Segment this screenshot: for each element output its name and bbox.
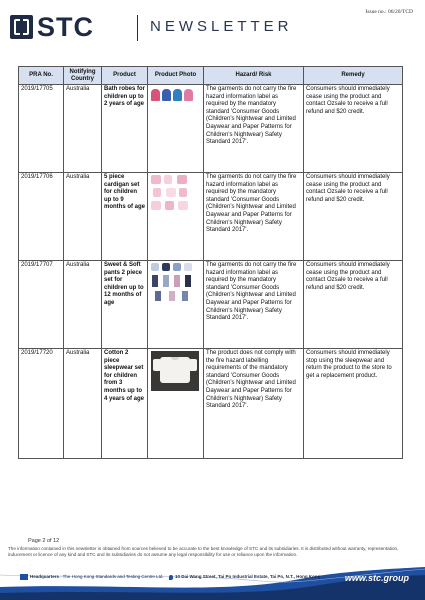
hq-org: : The Hong Kong Standards and Testing Centre Ltd.: [59, 574, 164, 580]
table-header-row: [19, 67, 403, 85]
cell-hazard: The product does not comply with the fire hazard labelling requirements of the mandatory standard 'Consumer Goods (Children's Nightwear and Limited Daywear and Paper Patterns for Children's Nightwear) Safety Standard 2017'.: [204, 349, 304, 459]
table-row: [19, 85, 403, 173]
cell-pra: 2019/17706: [19, 173, 64, 261]
col-header-remedy: Remedy: [304, 67, 403, 85]
col-header-hazard: Hazard/ Risk: [204, 67, 304, 85]
hq-address: 10 Dai Wang Street, Tai Po Industrial Estate, Tai Po, N.T., Hong Kong: [174, 574, 321, 580]
cell-photo: [148, 85, 204, 173]
table-row: [19, 349, 403, 459]
page-number: Page 2 of 12: [28, 538, 60, 544]
cell-product: Cotton 2 piece sleepwear set for children from 3 months up to 4 years of age: [102, 349, 148, 459]
cell-hazard: The garments do not carry the fire hazard information label as required by the mandatory standard 'Consumer Goods (Children's Nightwear and Limited Daywear and Paper Patterns for Children's Nightwear) Safety Standard 2017'.: [204, 85, 304, 173]
product-photo-bathrobes: [151, 87, 195, 119]
disclaimer-text: The information contained in this newsletter is obtained from sources believed to be accurate to the best knowledge of STC and its subsidiaries. It is distributed without warranty, representation, inducement or licence of any kind and STC and its subsidiaries do not assume any legal responsibility for use or reliance upon the information.: [8, 546, 399, 557]
cell-product: Sweet & Soft pants 2 piece set for children up to 12 months of age: [102, 261, 148, 349]
header-divider: [137, 15, 138, 41]
cell-pra: 2019/17705: [19, 85, 64, 173]
col-header-country: Notifying Country: [64, 67, 102, 85]
col-header-product: Product: [102, 67, 148, 85]
cell-product: 5 piece cardigan set for children up to 9 months of age: [102, 173, 148, 261]
building-icon: [20, 574, 28, 580]
cell-remedy: Consumers should immediately cease using the product and contact Ozsale to receive a full refund and $20 credit.: [304, 173, 403, 261]
logo-text: STC: [37, 12, 94, 42]
product-photo-pants-set: [151, 263, 195, 303]
cell-pra: 2019/17707: [19, 261, 64, 349]
cell-photo: [148, 173, 204, 261]
cell-remedy: Consumers should immediately cease using the product and contact Ozsale to receive a full refund and $20 credit.: [304, 261, 403, 349]
cell-hazard: The garments do not carry the fire hazard information label as required by the mandatory standard 'Consumer Goods (Children's Nightwear and Limited Daywear and Paper Patterns for Children's Nightwear) Safety Standard 2017'.: [204, 261, 304, 349]
stc-logo-icon: [10, 15, 33, 39]
newsletter-header: [0, 0, 425, 58]
cell-remedy: Consumers should immediately cease using the product and contact Ozsale to receive a full refund and $20 credit.: [304, 85, 403, 173]
footer-website-link[interactable]: www.stc.group: [344, 573, 409, 583]
product-photo-cardigan-set: [151, 175, 195, 211]
cell-hazard: The garments do not carry the fire hazard information label as required by the mandatory standard 'Consumer Goods (Children's Nightwear and Limited Daywear and Paper Patterns for Children's Nightwear) Safety Standard 2017'.: [204, 173, 304, 261]
table-row: [19, 173, 403, 261]
cell-photo: [148, 261, 204, 349]
col-header-photo: Product Photo: [148, 67, 204, 85]
newsletter-title: NEWSLETTER: [150, 18, 293, 35]
cell-product: Bath robes for children up to 2 years of age: [102, 85, 148, 173]
cell-country: Australia: [64, 85, 102, 173]
table-row: [19, 261, 403, 349]
cell-country: Australia: [64, 349, 102, 459]
cell-country: Australia: [64, 173, 102, 261]
issue-number: Issue no.: 06/20/TCD: [365, 9, 413, 15]
recall-table: [18, 66, 403, 459]
product-photo-sleepwear: [151, 351, 199, 391]
cell-remedy: Consumers should immediately stop using the sleepwear and return the product to the store to get a replacement product.: [304, 349, 403, 459]
footer-address-line: [20, 574, 320, 580]
col-header-pra: PRA No.: [19, 67, 64, 85]
cell-country: Australia: [64, 261, 102, 349]
location-pin-icon: [169, 575, 173, 580]
hq-label: Headquarters: [30, 574, 60, 580]
cell-photo: [148, 349, 204, 459]
cell-pra: 2019/17720: [19, 349, 64, 459]
